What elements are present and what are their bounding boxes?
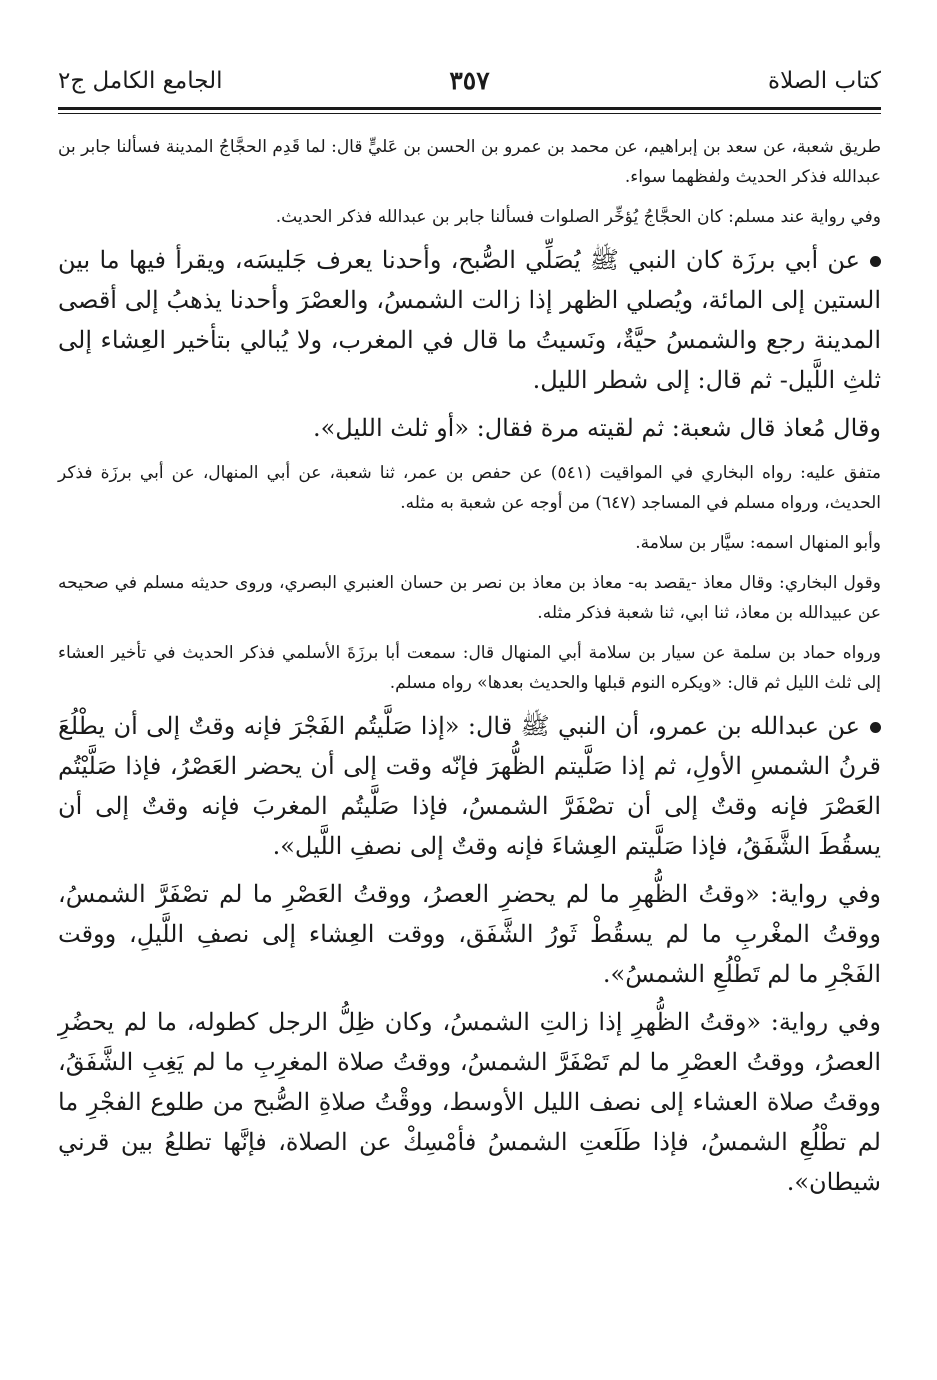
paragraph-muslim-narration: وفي رواية عند مسلم: كان الحجَّاجُ يُؤخِّر الصلوات فسألنا جابر بن عبدالله فذكر الحديث. <box>275 207 881 227</box>
page-number: ٣٥٧ <box>449 66 490 95</box>
header-rule-thin <box>58 113 881 114</box>
paragraph-footnote-chain: طريق شعبة، عن سعد بن إبراهيم، عن محمد بن عمرو بن الحسن بن عَليٍّ قال: لما قَدِم الحجَّاجُ المدينة فسألنا جابر بن عبدالله فذكر الحديث ولفظهما سواء. <box>58 137 881 187</box>
paragraph-abu-minhal-name: وأبو المنهال اسمه: سيَّار بن سلامة. <box>635 533 881 553</box>
bullet-icon <box>870 256 881 267</box>
running-header <box>58 0 881 112</box>
header-rule-thick <box>58 107 881 110</box>
page-body <box>58 132 881 1202</box>
paragraph-takhrij: متفق عليه: رواه البخاري في المواقيت (٥٤١) عن حفص بن عمر، ثنا شعبة، عن أبي المنهال، عن أبي برزَة فذكر الحديث، ورواه مسلم في المساجد (٦٤٧) من أوجه عن شعبة به مثله. <box>58 463 882 513</box>
hadith-abu-barza: عن أبي برزَة كان النبي ﷺ يُصَلِّي الصُّبح، وأحدنا يعرف جَليسَه، ويقرأ فيها ما بين الستين إلى المائة، ويُصلي الظهر إذا زالت الشمسُ، والعصْرَ وأحدنا يذهبُ إلى أقصى المدينة رجع والشمسُ حيَّةٌ، ونَسيتُ ما قال في المغرب، ولا يُبالي بتأخير العِشاء إلى ثلثِ اللَّيل- ثم قال: إلى شطر الليل. <box>58 246 881 394</box>
book-title: الجامع الكامل ج٢ <box>58 68 223 94</box>
hadith-abdullah-ibn-amr: عن عبدالله بن عمرو، أن النبي ﷺ قال: «إذا صَلَّيتُم الفَجْرَ فإنه وقتٌ إلى أن يطْلُعَ قرنُ الشمسِ الأولِ، ثم إذا صَلَّيتم الظُّهرَ فإنّه وقت إلى أن يحضر العَصْرُ، فإذا صَلَّيْتُم العَصْرَ فإنه وقتٌ إلى أن تصْفَرَّ الشمسُ، فإذا صَلَّيتُم المغربَ فإنه وقتٌ إلى أن يسقُطَ الشَّفَقُ، فإذا صَلَّيتم العِشاءَ فإنه وقتٌ إلى نصفِ اللَّيل». <box>58 712 882 860</box>
paragraph-bukhari-comment: وقول البخاري: وقال معاذ -يقصد به- معاذ بن معاذ بن نصر بن حسان العنبري البصري، وروى حديثه مسلم في صحيحه عن عبيدالله بن معاذ، ثنا ابي، ثنا شعبة فذكر مثله. <box>58 573 881 623</box>
chapter-title: كتاب الصلاة <box>768 68 881 94</box>
paragraph-muadh-shuba: وقال مُعاذ قال شعبة: ثم لقيته مرة فقال: «أو ثلث الليل». <box>312 414 881 442</box>
paragraph-hammad-narration: ورواه حماد بن سلمة عن سيار بن سلامة أبي المنهال قال: سمعت أبا برزَةَ الأسلمي فذكر الحديث في تأخير العشاء إلى ثلث الليل ثم قال: «ويكره النوم قبلها والحديث بعدها» رواه مسلم. <box>58 643 881 693</box>
paragraph-narration-2: وفي رواية: «وقتُ الظُّهرِ ما لم يحضرِ العصرُ، ووقتُ العَصْرِ ما لم تصْفَرَّ الشمسُ، ووقتُ المغْربِ ما لم يسقُطْ ثَورُ الشَّفَق، ووقت العِشاء إلى نصفِ اللَّيلِ، ووقت الفَجْرِ ما لم تَطْلُعِ الشمسُ». <box>58 880 881 988</box>
bullet-icon <box>870 722 881 733</box>
paragraph-narration-3: وفي رواية: «وقتُ الظُّهرِ إذا زالتِ الشمسُ، وكان ظِلُّ الرجل كطوله، ما لم يحضُرِ العصرُ، ووقتُ العصْرِ ما لم تَصْفَرَّ الشمسُ، ووقتُ صلاة المغرِبِ ما لم يَغِبِ الشَّفَقُ، ووقتُ صلاة العشاء إلى نصف الليل الأوسط، ووقْتُ صلاةِ الصُّبح من طلوع الفجْرِ ما لم تطْلُعِ الشمسُ، فإذا طَلَعتِ الشمسُ فأمْسِكْ عن الصلاة، فإنَّها تطلعُ بين قرني شيطان». <box>58 1008 881 1196</box>
